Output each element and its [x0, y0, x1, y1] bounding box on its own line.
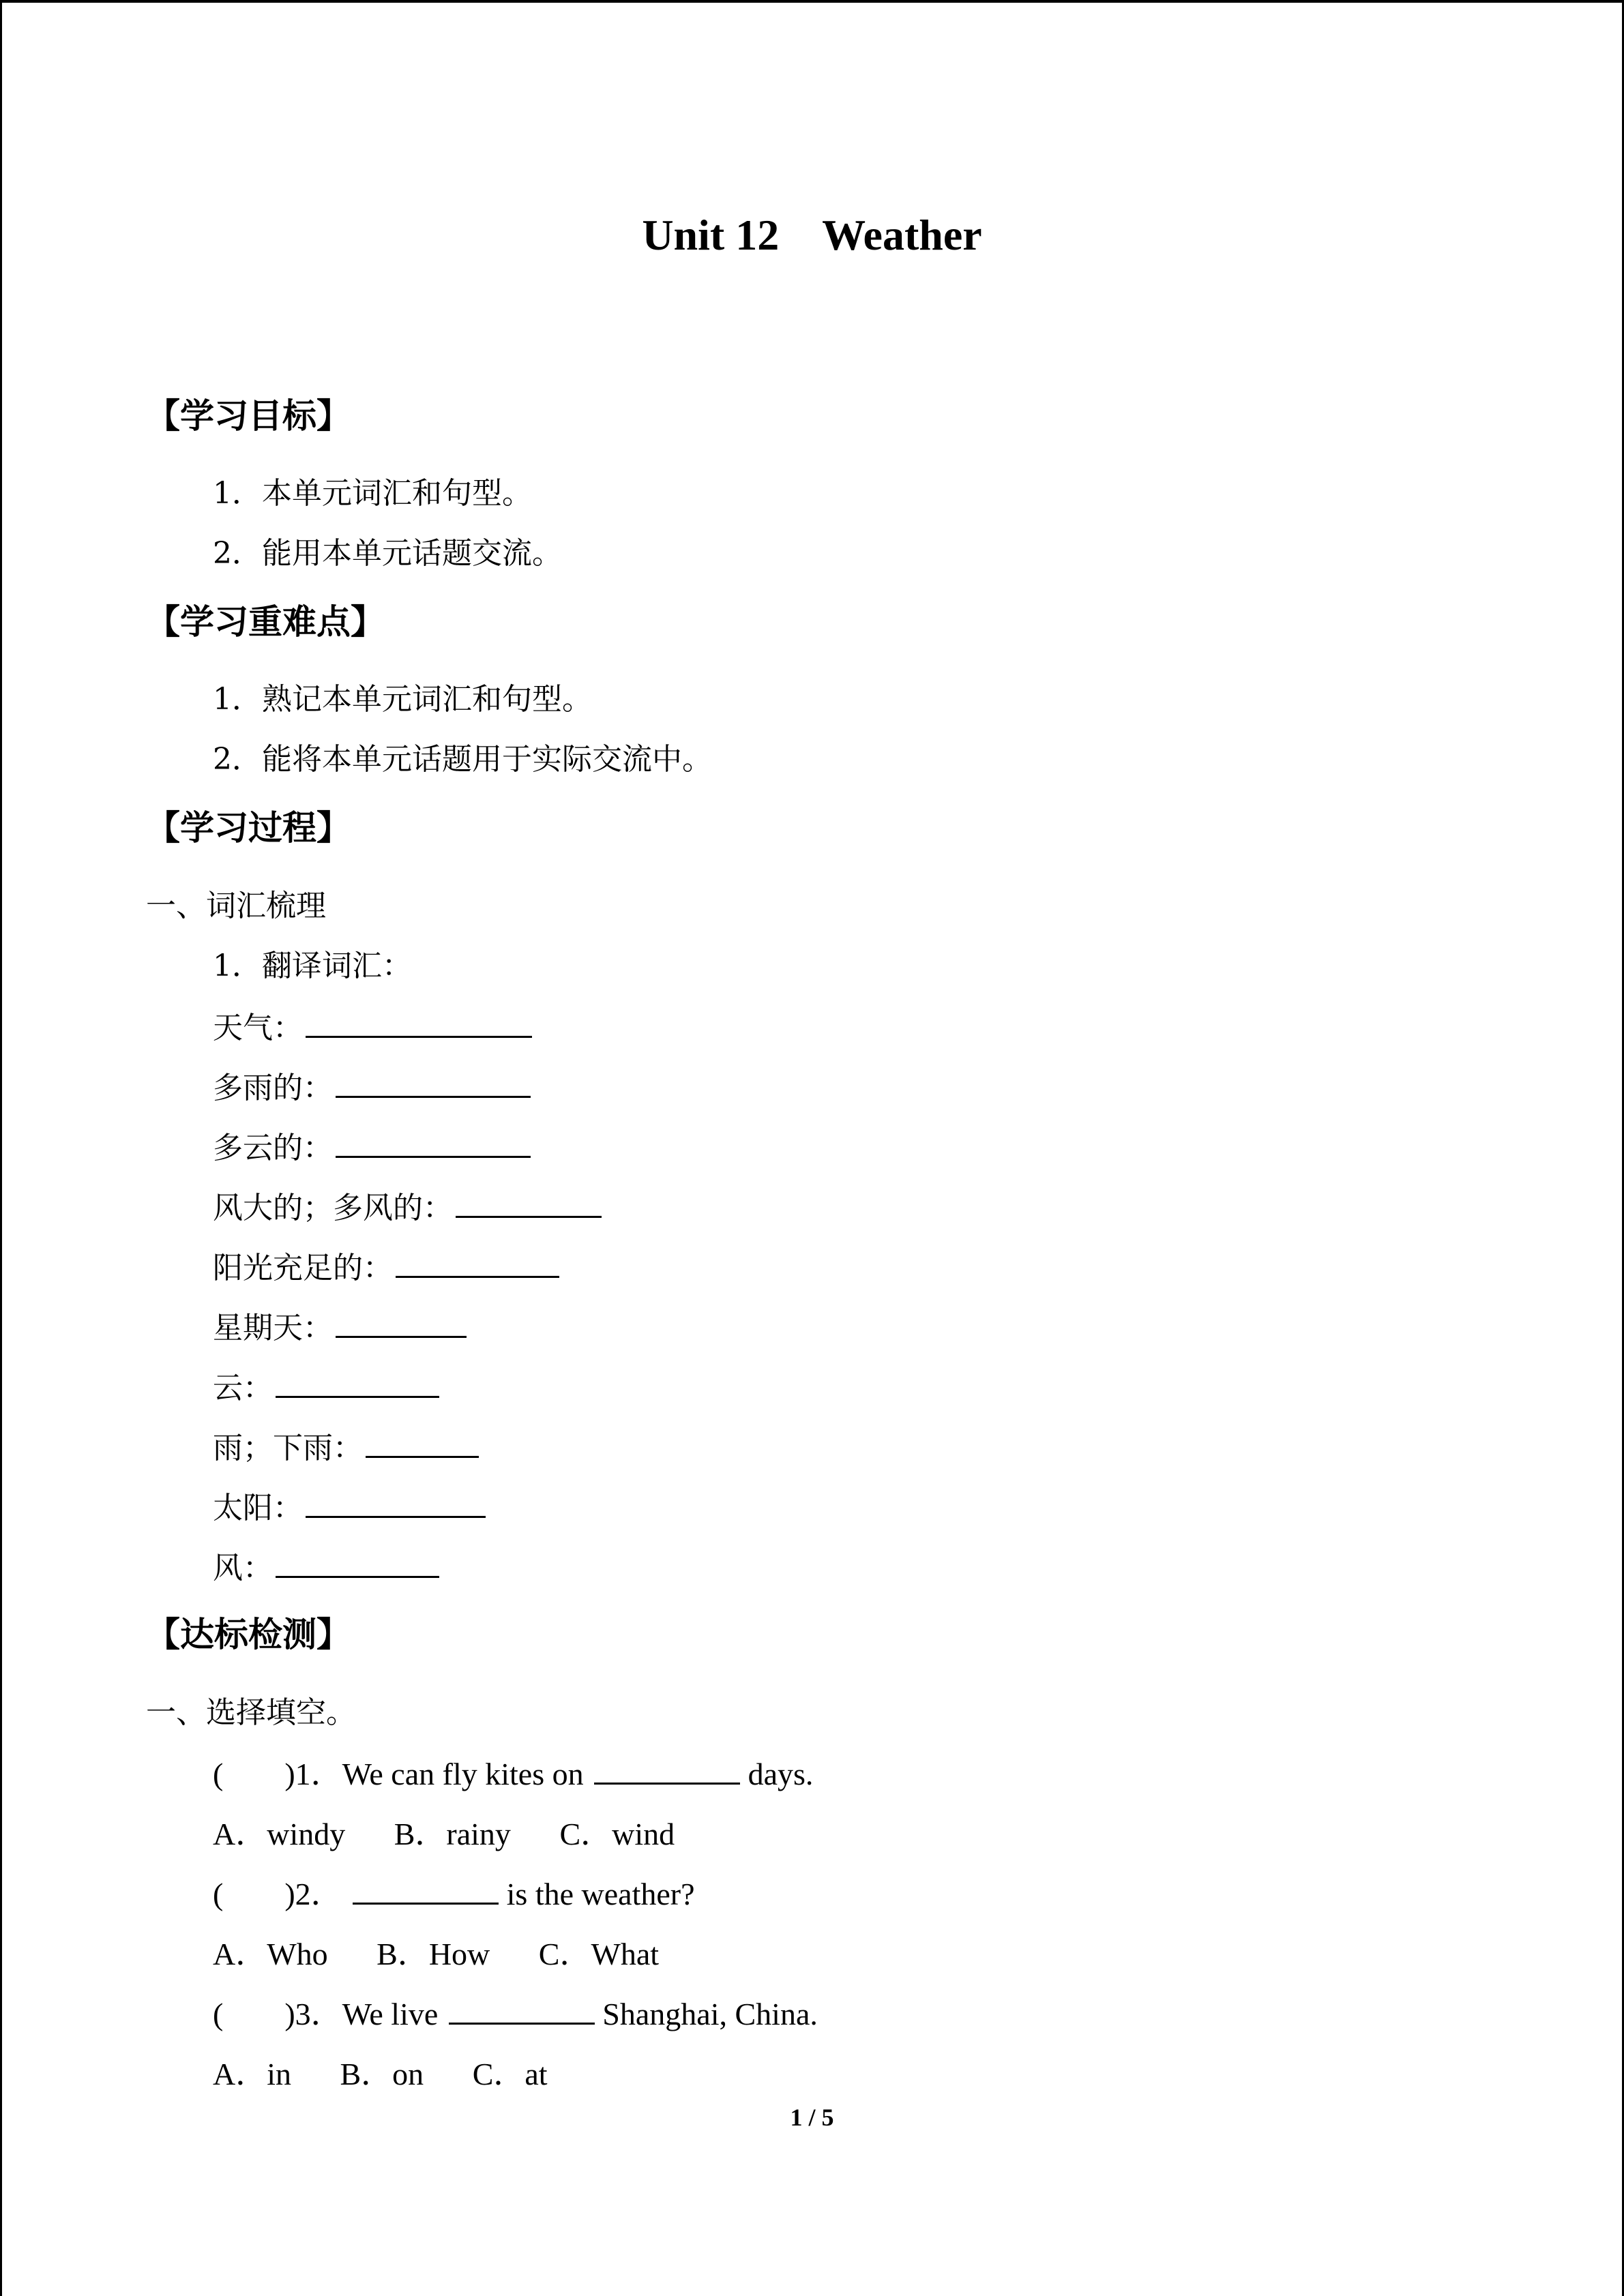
- vocab-item: 星期天：: [213, 1309, 467, 1347]
- objectives-heading: 【学习目标】: [146, 396, 351, 436]
- question-2-options: [213, 1935, 700, 1973]
- option-b: B．How: [377, 1937, 490, 1971]
- option-b: B．rainy: [394, 1817, 511, 1851]
- test-heading: 【达标检测】: [146, 1615, 351, 1654]
- answer-blank[interactable]: [594, 1755, 740, 1785]
- vocab-item: 阳光充足的：: [213, 1249, 559, 1287]
- answer-blank[interactable]: [353, 1875, 499, 1905]
- answer-blank[interactable]: [366, 1429, 479, 1458]
- option-c: C．at: [472, 2057, 548, 2091]
- answer-blank[interactable]: [456, 1189, 602, 1218]
- vocab-instruction: 1．翻译词汇：: [213, 949, 412, 983]
- test-section-title: 一、选择填空。: [146, 1695, 356, 1730]
- option-c: C．What: [538, 1937, 660, 1971]
- page-top-border: [0, 0, 1624, 3]
- question-2: ( )2． is the weather?: [213, 1877, 695, 1911]
- answer-blank[interactable]: [336, 1069, 531, 1098]
- answer-blank[interactable]: [336, 1309, 467, 1338]
- question-3-options: [213, 2055, 589, 2093]
- option-a: A．windy: [213, 1817, 346, 1851]
- vocab-item: 多雨的：: [213, 1069, 531, 1107]
- answer-blank[interactable]: [449, 1995, 595, 2025]
- objective-item: 2．能用本单元话题交流。: [213, 536, 562, 571]
- key-point-item: 2．能将本单元话题用于实际交流中。: [213, 742, 712, 777]
- question-1-options: [213, 1815, 715, 1853]
- answer-blank[interactable]: [336, 1129, 531, 1158]
- question-1: ( )1．We can fly kites on days.: [213, 1757, 814, 1791]
- answer-blank[interactable]: [276, 1549, 439, 1578]
- vocab-item: 雨；下雨：: [213, 1429, 479, 1467]
- vocab-item: 云：: [213, 1369, 439, 1407]
- question-3: ( )3．We live Shanghai, China.: [213, 1997, 818, 2031]
- option-a: A．Who: [213, 1937, 328, 1971]
- answer-blank[interactable]: [306, 1009, 532, 1038]
- answer-blank[interactable]: [396, 1249, 559, 1278]
- page-title: Unit 12 Weather: [642, 211, 982, 259]
- option-c: C．wind: [559, 1817, 675, 1851]
- option-b: B．on: [340, 2057, 424, 2091]
- answer-blank[interactable]: [276, 1369, 439, 1398]
- answer-blank[interactable]: [306, 1489, 486, 1518]
- vocab-item: 太阳：: [213, 1489, 486, 1527]
- key-point-item: 1．熟记本单元词汇和句型。: [213, 682, 592, 717]
- vocab-item: 多云的：: [213, 1129, 531, 1167]
- option-a: A．in: [213, 2057, 291, 2091]
- key-points-heading: 【学习重难点】: [146, 602, 385, 642]
- page-number: 1 / 5: [790, 2104, 834, 2131]
- vocab-item: 风大的；多风的：: [213, 1189, 602, 1227]
- vocab-item: 风：: [213, 1549, 439, 1587]
- vocab-item: 天气：: [213, 1009, 532, 1047]
- page-left-border: [0, 0, 2, 2296]
- vocab-section-title: 一、词汇梳理: [146, 889, 326, 923]
- process-heading: 【学习过程】: [146, 808, 351, 848]
- objective-item: 1．本单元词汇和句型。: [213, 476, 532, 511]
